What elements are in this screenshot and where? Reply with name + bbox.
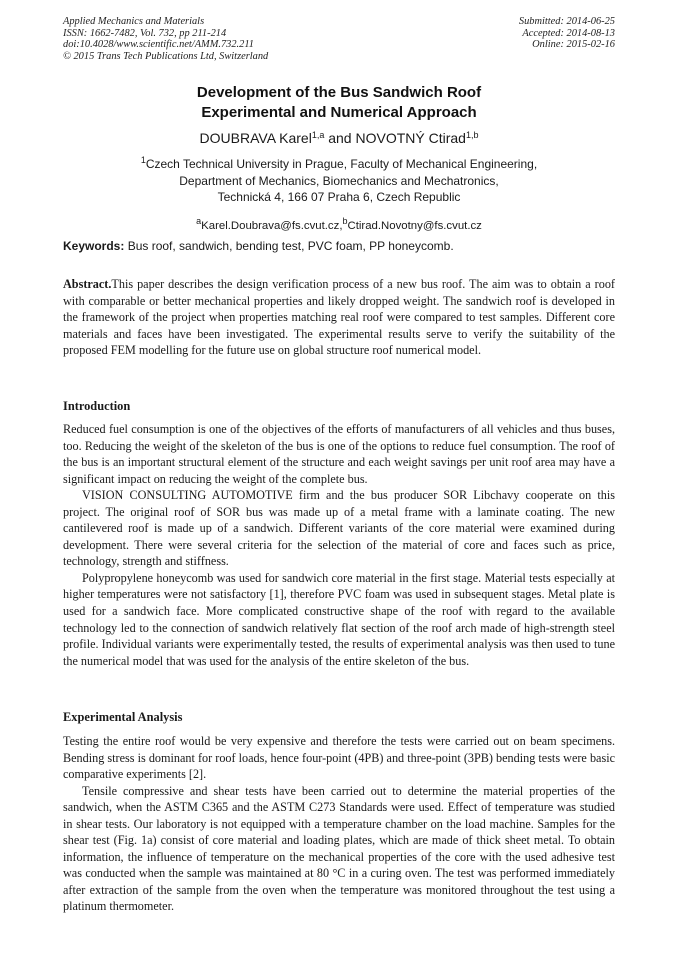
affiliation-line2: Department of Mechanics, Biomechanics and Mechatronics, <box>179 173 499 188</box>
affiliation-sup: 1 <box>140 155 146 165</box>
submitted-date: Submitted: 2014-06-25 <box>518 16 615 27</box>
author-1: DOUBRAVA Karel <box>199 130 312 146</box>
paper-title-line2: Experimental and Numerical Approach <box>201 104 477 121</box>
experimental-paragraph-1: Testing the entire roof would be very expensive and therefore the tests were carried out on beam specimens. Bending stress is dominant for roof loads, hence four-point (4PB) and three-point (3PB) bending tests were basic comparative experiments [2]. <box>63 734 615 782</box>
affiliation <box>40 152 638 206</box>
email-a: Karel.Doubrava@fs.cvut.cz, <box>201 219 343 232</box>
email-b: Ctirad.Novotny@fs.cvut.cz <box>347 219 482 232</box>
email-a-sup: a <box>196 215 202 226</box>
journal-info <box>63 16 268 62</box>
author-2: NOVOTNÝ Ctirad <box>355 130 466 146</box>
experimental-heading: Experimental Analysis <box>63 710 183 724</box>
author-emails <box>40 213 638 234</box>
keywords-label: Keywords: <box>63 239 125 253</box>
introduction-paragraph-3: Polypropylene honeycomb was used for sandwich core material in the first stage. Material tests especially at higher temperatures were not satisfactory [1], therefore PVC foam was used in subsequent stages. Metal plate is used for a sandwich face. More complicated constructive shape of the roof with regard to the available technology led to the connection of sandwich relatively flat section of the roof arch made of high-strength steel profile. Individual variants were experimentally tested, the results of experimental analysis was then used to tune the numerical model that was used for the analysis of the entire skeleton of the bus. <box>63 570 615 668</box>
online-date: Online: 2015-02-16 <box>532 39 615 51</box>
author-list <box>40 126 638 147</box>
introduction-heading: Introduction <box>63 399 131 413</box>
keywords-text: Bus roof, sandwich, bending test, PVC foam, PP honeycomb. <box>124 239 454 253</box>
abstract-text: This paper describes the design verification process of a new bus roof. The aim was to obtain a roof with comparable or better mechanical properties and likely dropped weight. The sandwich roof is developed in the framework of the project when properties matching real roof were compared to test samples. Different core materials and faces have been investigated. The experimental results serve to verify the suitability of the proposed FEM modelling for the future use on global structure roof numerical model. <box>63 277 615 358</box>
introduction-body <box>63 421 615 669</box>
paper-title <box>40 83 638 123</box>
paper-title-line1: Development of the Bus Sandwich Roof <box>196 84 482 101</box>
author-2-sup: 1,b <box>465 130 479 140</box>
abstract <box>63 276 615 359</box>
submission-dates <box>519 16 615 51</box>
introduction-paragraph-1: Reduced fuel consumption is one of the objectives of the efforts of manufacturers of all vehicles and thus buses, too. Reducing the weight of the skeleton of the bus is one of the options to reduce fuel consumption. The roof of the bus is an important structural element of the structure and each weight savings per unit roof area may have a significant impact on reducing the weight of the complete bus. <box>63 422 615 486</box>
introduction-paragraph-2: VISION CONSULTING AUTOMOTIVE firm and the bus producer SOR Libchavy cooperate on this project. The original roof of SOR bus was made up of a metal frame with a laminate coating. The new cantilevered roof is made up of a sandwich. Different variants of the core material were examined during development. There were several criteria for the selection of the material of core and faces such as price, technology, strength and stiffness. <box>63 488 615 569</box>
author-1-sup: 1,a <box>311 130 325 140</box>
affiliation-line3: Technická 4, 166 07 Praha 6, Czech Republic <box>217 190 461 204</box>
experimental-body <box>63 733 615 915</box>
journal-issn: ISSN: 1662-7482, Vol. 732, pp 211-214 <box>63 27 227 39</box>
email-b-sup: b <box>342 215 348 226</box>
journal-name: Applied Mechanics and Materials <box>63 16 205 27</box>
keywords <box>63 238 615 254</box>
title-block <box>40 83 638 234</box>
author-conjunction: and <box>324 130 356 146</box>
experimental-paragraph-2: Tensile compressive and shear tests have been carried out to determine the material properties of the sandwich, when the ASTM C365 and the ASTM C273 Standards were used. Effect of temperature was studied in shear tests. Our laboratory is not equipped with a temperature chamber on the load machine. Samples for the shear test (Fig. 1a) consist of core material and loading plates, which are made of thick sheet metal. To obtain information, the influence of temperature on the mechanical properties of the core with the used adhesive test was conducted when the sample was maintained at 80 °C in a curing oven. The test was performed immediately after extraction of the sample from the oven when the temperature was monitored throughout the test using a platinum thermometer. <box>63 783 615 914</box>
journal-doi: doi:10.4028/www.scientific.net/AMM.732.211 <box>63 39 254 51</box>
accepted-date: Accepted: 2014-08-13 <box>522 27 615 39</box>
abstract-label: Abstract. <box>63 277 112 291</box>
affiliation-line1: Czech Technical University in Prague, Faculty of Mechanical Engineering, <box>145 157 538 171</box>
journal-copyright: © 2015 Trans Tech Publications Ltd, Switzerland <box>63 50 269 62</box>
